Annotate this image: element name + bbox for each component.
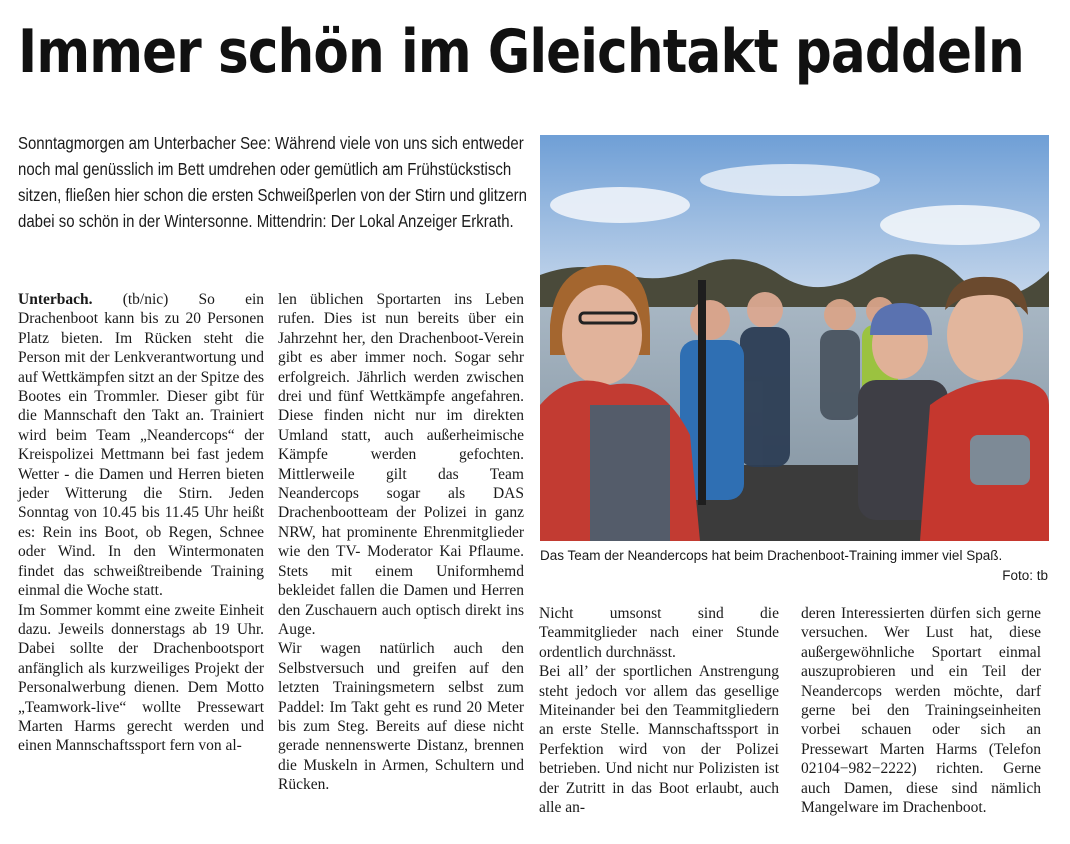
lead-paragraph: Sonntagmorgen am Unterbacher See: Während viele von uns sich entweder noch mal genüsslich im Bett umdrehen oder gemütlich am Frühstückstisch sitzen, fließen hier schon die ersten Schweißperlen von der Stirn und glitzern dabei so schön in der Wintersonne. Mittendrin: Der Lokal Anzeiger Erkrath. xyxy=(18,133,527,231)
cloud xyxy=(550,187,690,223)
column-1-paragraph-2: Im Sommer kommt eine zweite Einheit dazu. Jeweils donnerstags ab 19 Uhr. Dabei sollte der Drachenbootsport anfänglich als kurzweiliges Projekt der Personalwerbung dienen. Dem Motto „Teamwork-live“ wollte Pressewart Marten Harms gerecht werden und einen Mannschaftssport fern von al- xyxy=(18,601,264,755)
cloud xyxy=(700,164,880,196)
body-first-text: (tb/nic) So ein Drachenboot kann bis zu 20 Personen Platz bieten. Im Rücken steht die Person mit der Lenkverantwortung und auf Wettkämpfen sitzt an der Spitze des Bootes ein Trommler. Dieser gibt für die Mannschaft den Takt an. Trainiert wird beim Team „Neandercops“ der Kreispolizei Mettmann bei fast jedem Wetter - die Damen und Herren bieten jeder Witterung die Stirn. Jeden Sonntag von 10.45 bis 11.45 Uhr heißt es: Rein ins Boot, ob Regen, Schnee oder Wind. In den Wintermonaten findet das schweißtreibende Training einmal die Woche statt. xyxy=(18,291,265,600)
column-1-paragraph-1 xyxy=(18,290,264,601)
column-4-paragraph-1: deren Interessierten dürfen sich gerne versuchen. Wer Lust hat, diese außergewöhnliche Sportart einmal auszuprobieren und ein Teil der Neandercops werden möchte, darf gerne bei den Trainingseinheiten vorbei schauen oder sich an Pressewart Marten Harms (Telefon 02104−982−2222) richten. Gerne auch Damen, diese sind nämlich Mangelware im Drachenboot. xyxy=(801,605,1041,817)
article-column-4 xyxy=(801,604,1041,817)
photo-credit: Foto: tb xyxy=(1002,568,1048,583)
column-3-paragraph-2: Bei all’ der sportlichen Anstrengung steht jedoch vor allem das gesellige Miteinander bei den Teammitgliedern an erste Stelle. Mannschaftssport in Perfektion wird von der Polizei betrieben. Und nicht nur Polizisten ist der Zutritt in das Boot erlaubt, auch alle an- xyxy=(539,663,779,817)
column-2-paragraph-1: len üblichen Sportarten ins Leben rufen. Dies ist nun bereits über ein Jahrzehnt her, den Drachenboot-Verein gibt es aber immer noch. Sogar sehr erfolgreich. Jährlich werden zwischen drei und fünf Wettkämpfe angefahren. Diese finden nicht nur im direkten Umland statt, auch außerheimische Kämpfe werden gefochten. Mittlerweile gilt das Team Neandercops sogar als DAS Drachenbootteam der Polizei in ganz NRW, hat prominente Ehrenmitglieder wie den TV- Moderator Kai Pflaume. Stets mit einem Uniformhemd bekleidet fallen die Damen und Herren den Zuschauern auch optisch direkt ins Auge. xyxy=(278,291,524,638)
column-2-paragraph-2: Wir wagen natürlich auch den Selbstversuch und greifen auf den letzten Trainingsmetern selbst zum Paddel: Im Takt geht es rund 20 Meter bis zum Steg. Bereits auf diese nicht gerade nennenswerte Distanz, brennen die Muskeln in Armen, Schultern und Rücken. xyxy=(278,640,524,794)
article-column-1 xyxy=(18,290,264,756)
cloud xyxy=(880,205,1040,245)
article-column-3 xyxy=(539,604,779,817)
paddle xyxy=(698,280,706,505)
photo-caption: Das Team der Neandercops hat beim Drachenboot-Training immer viel Spaß. xyxy=(540,548,1003,563)
article-column-2 xyxy=(278,290,524,795)
team-photo-illustration xyxy=(540,135,1049,541)
team-photo xyxy=(540,135,1049,541)
headline: Immer schön im Gleichtakt paddeln xyxy=(18,17,1024,87)
column-3-paragraph-1: Nicht umsonst sind die Teammitglieder nach einer Stunde ordentlich durchnässt. xyxy=(539,605,779,661)
dateline: Unterbach. xyxy=(18,291,93,308)
